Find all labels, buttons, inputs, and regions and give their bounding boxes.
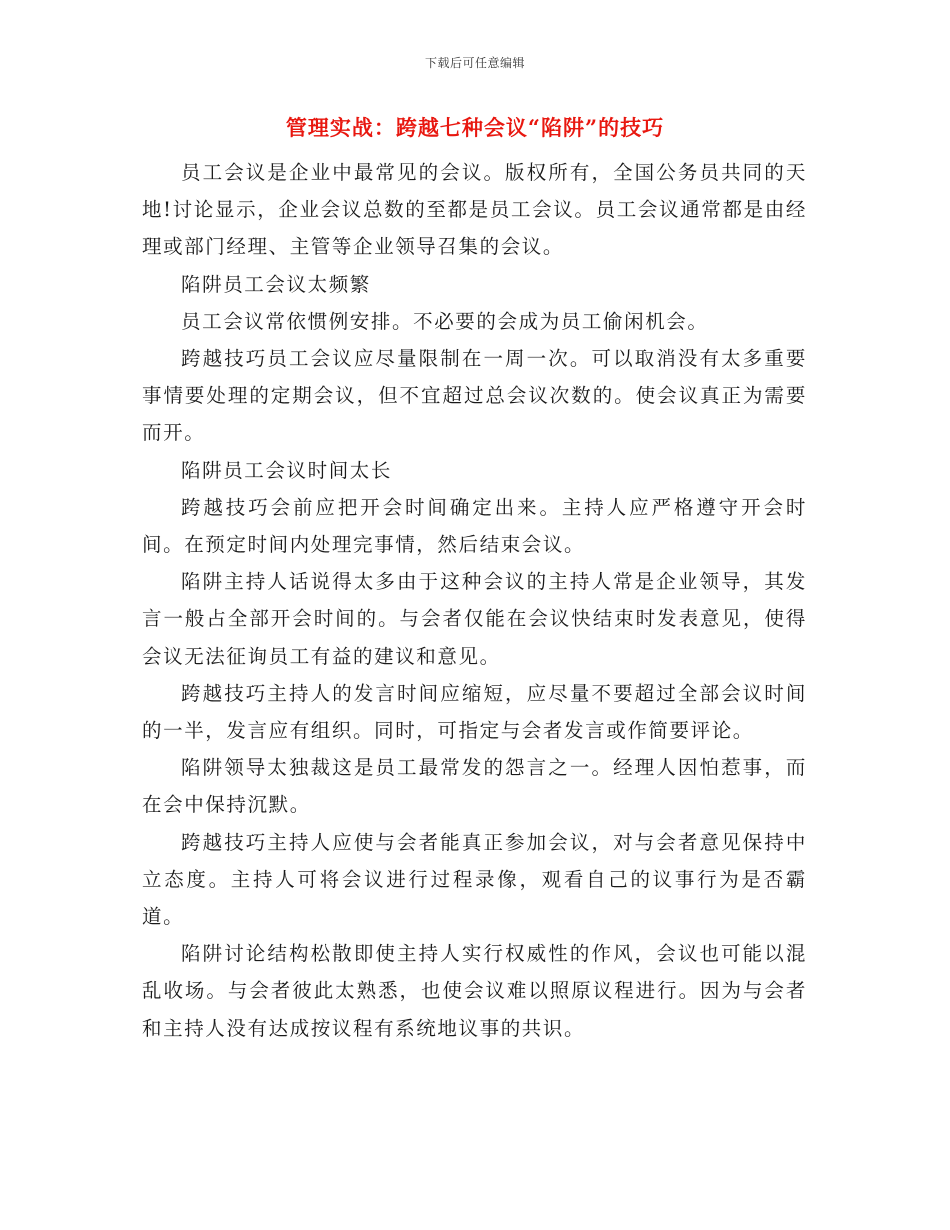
paragraph: 陷阱主持人话说得太多由于这种会议的主持人常是企业领导，其发言一般占全部开会时间的。与会者仅能在会议快结束时发表意见，使得会议无法征询员工有益的建议和意见。: [142, 570, 807, 668]
paragraph: 跨越技巧员工会议应尽量限制在一周一次。可以取消没有太多重要事情要处理的定期会议，但不宜超过总会议次数的。使会议真正为需要而开。: [142, 347, 807, 445]
paragraph: 跨越技巧会前应把开会时间确定出来。主持人应严格遵守开会时间。在预定时间内处理完事情，然后结束会议。: [142, 495, 807, 557]
document-body: [142, 154, 807, 1047]
paragraph: 员工会议是企业中最常见的会议。版权所有，全国公务员共同的天地!讨论显示，企业会议总数的至都是员工会议。员工会议通常都是由经理或部门经理、主管等企业领导召集的会议。: [142, 161, 807, 259]
paragraph: 陷阱员工会议太频繁: [181, 272, 371, 296]
paragraph: 陷阱员工会议时间太长: [181, 458, 393, 482]
document-title: 管理实战：跨越七种会议“陷阱”的技巧: [285, 115, 665, 140]
paragraph: 跨越技巧主持人应使与会者能真正参加会议，对与会者意见保持中立态度。主持人可将会议进行过程录像，观看自己的议事行为是否霸道。: [142, 830, 807, 929]
paragraph: 陷阱领导太独裁这是员工最常发的怨言之一。经理人因怕惹事，而在会中保持沉默。: [142, 756, 807, 817]
paragraph: 员工会议常依惯例安排。不必要的会成为员工偷闲机会。: [181, 309, 709, 333]
page-header-note: 下载后可任意编辑: [424, 56, 525, 70]
paragraph: 陷阱讨论结构松散即使主持人实行权威性的作风，会议也可能以混乱收场。与会者彼此太熟悉，也使会议难以照原议程进行。因为与会者和主持人没有达成按议程有系统地议事的共识。: [142, 942, 807, 1040]
paragraph: 跨越技巧主持人的发言时间应缩短，应尽量不要超过全部会议时间的一半，发言应有组织。同时，可指定与会者发言或作简要评论。: [142, 681, 807, 743]
